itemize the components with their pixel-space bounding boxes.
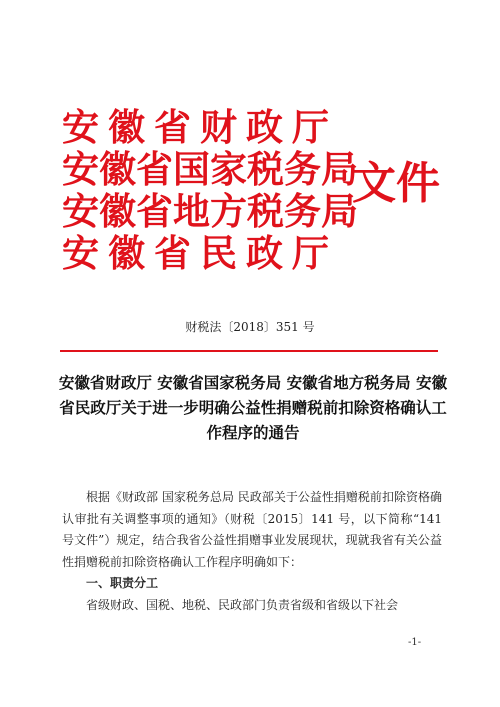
notice-title: 安徽省财政厅 安徽省国家税务局 安徽省地方税务局 安徽省民政厅关于进一步明确公益性捐赠税前扣除资格确认工作程序的通告	[58, 374, 448, 442]
body-paragraph: 根据《财政部 国家税务总局 民政部关于公益性捐赠税前扣除资格确认审批有关调整事项的通知》（财税〔2015〕141 号，以下简称“141 号文件”）规定，结合我省公益性捐赠事业发展现状，现就我省有关公益性捐赠税前扣除资格确认工作程序明确如下：	[62, 490, 442, 569]
body-paragraph: 省级财政、国税、地税、民政部门负责省级和省级以下社会	[86, 597, 399, 612]
section-heading: 一、职责分工	[86, 576, 159, 590]
issuer-finance-dept: 安徽省财政厅	[62, 105, 338, 149]
page-number: -1-	[408, 637, 422, 648]
issuer-local-tax-bureau: 安徽省地方税务局	[62, 189, 358, 233]
document-body	[62, 487, 442, 616]
document-number: 财税法〔2018〕351 号	[185, 320, 315, 334]
issuer-state-tax-bureau: 安徽省国家税务局	[62, 147, 358, 191]
issuer-block	[62, 106, 362, 274]
issuer-civil-affairs-dept: 安徽省民政厅	[62, 231, 338, 275]
red-divider-line	[60, 350, 438, 352]
document-type-label: 文件	[352, 158, 440, 209]
